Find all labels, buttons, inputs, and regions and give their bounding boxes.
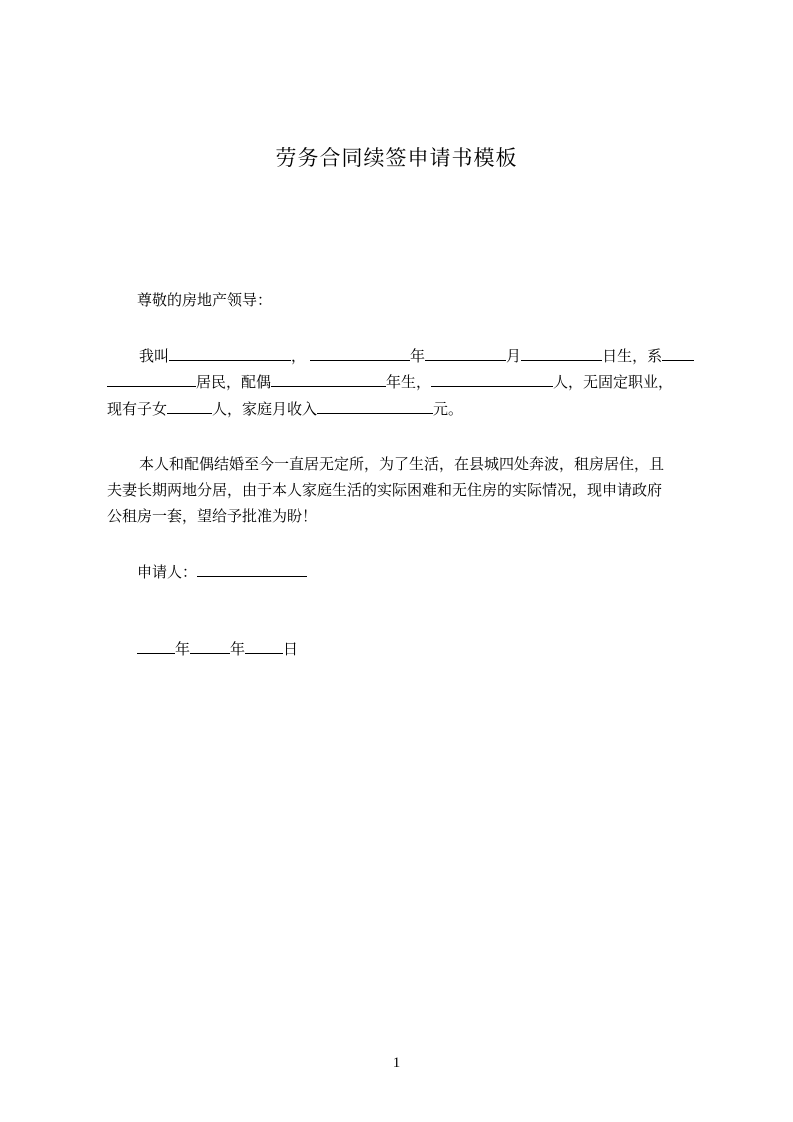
- text-segment: 元。: [433, 400, 464, 418]
- applicant-signature-blank[interactable]: [197, 561, 307, 577]
- fill-blank[interactable]: [431, 371, 553, 387]
- applicant-line: [137, 561, 307, 582]
- text-segment: 我叫: [139, 347, 170, 365]
- paragraph-1-line-2: [107, 371, 673, 392]
- text-segment: 居民，配偶: [196, 373, 272, 391]
- text-segment: 日生，系: [602, 347, 663, 365]
- paragraph-2-line-1: 本人和配偶结婚至今一直居无定所，为了生活，在县城四处奔波，租房居住，且: [139, 455, 665, 473]
- applicant-label: 申请人：: [137, 563, 198, 581]
- document-title: 劳务合同续签申请书模板: [275, 146, 518, 170]
- income-blank[interactable]: [317, 398, 433, 414]
- text-segment: 年: [410, 347, 426, 365]
- paragraph-1-line-1: [139, 345, 694, 366]
- text-segment: 现有子女: [107, 400, 168, 418]
- residence-blank-start[interactable]: [662, 345, 694, 361]
- month-blank[interactable]: [190, 638, 230, 654]
- text-segment: 年生，: [386, 373, 432, 391]
- text-segment: ，: [291, 347, 307, 365]
- fill-blank[interactable]: [310, 345, 410, 361]
- date-line: [137, 638, 298, 659]
- name-blank[interactable]: [169, 345, 291, 361]
- paragraph-2-line-2: 夫妻长期两地分居，由于本人家庭生活的实际困难和无住房的实际情况，现申请政府: [107, 481, 663, 499]
- spouse-blank[interactable]: [271, 371, 386, 387]
- day-label: 日: [283, 640, 299, 658]
- text-segment: 人，无固定职业，: [553, 373, 674, 391]
- paragraph-1-line-3: [107, 398, 463, 419]
- month-label: 年: [230, 640, 246, 658]
- day-blank[interactable]: [245, 638, 283, 654]
- text-segment: 人，家庭月收入: [212, 400, 318, 418]
- year-label: 年: [175, 640, 191, 658]
- year-blank[interactable]: [137, 638, 175, 654]
- day-blank[interactable]: [521, 345, 602, 361]
- month-blank[interactable]: [425, 345, 506, 361]
- page-number: 1: [392, 1055, 401, 1071]
- residence-blank-end[interactable]: [107, 371, 196, 387]
- salutation: 尊敬的房地产领导：: [137, 291, 273, 309]
- children-count-blank[interactable]: [167, 398, 212, 414]
- text-segment: 月: [506, 347, 522, 365]
- paragraph-2-line-3: 公租房一套，望给予批准为盼！: [107, 507, 318, 525]
